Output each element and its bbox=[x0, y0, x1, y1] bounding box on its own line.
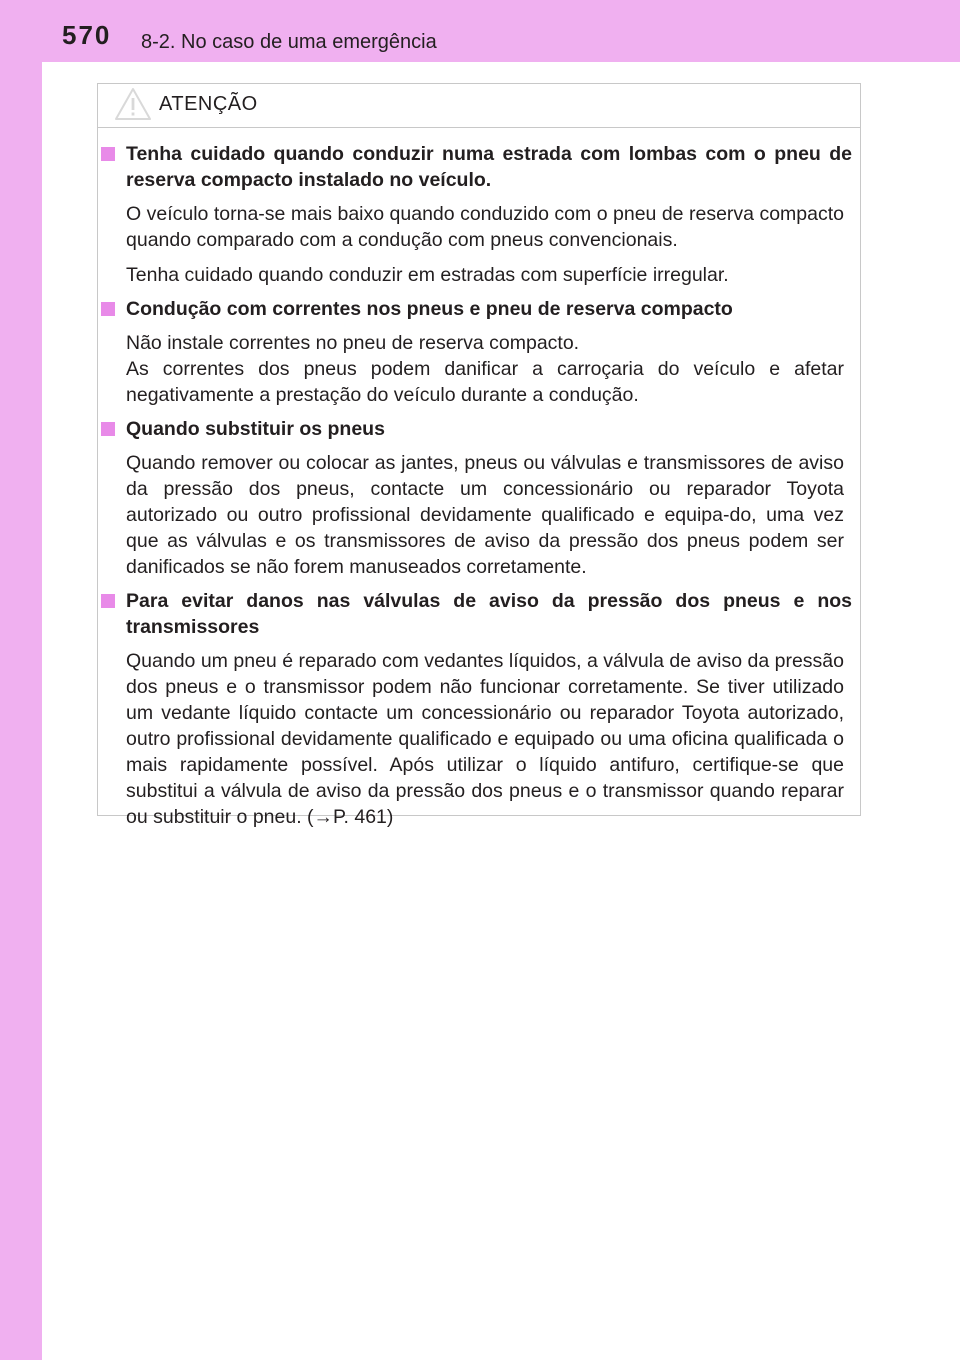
square-bullet-icon bbox=[101, 302, 115, 316]
caution-item bbox=[98, 588, 860, 830]
caution-item bbox=[98, 416, 860, 580]
item-heading bbox=[98, 296, 860, 322]
item-paragraph-line: Não instale correntes no pneu de reserva compacto. bbox=[126, 332, 580, 354]
item-paragraph bbox=[98, 330, 860, 408]
warning-triangle-icon bbox=[114, 87, 152, 121]
item-heading bbox=[98, 141, 860, 193]
caution-box bbox=[97, 83, 861, 828]
item-heading-text: Quando substituir os pneus bbox=[126, 418, 385, 440]
side-color-strip bbox=[0, 0, 42, 1360]
item-paragraph: Quando um pneu é reparado com vedantes líquidos, a válvula de aviso da pressão dos pneus e o transmissor podem não funcionar corretamente. Se tiver utilizado um vedante líquido contacte um concessionário ou reparador Toyota autorizado, outro profissional devidamente qualificado e equipado ou uma oficina qualificada o mais rapidamente possível. Após utilizar o líquido antifuro, certifique-se que substitui a válvula de aviso da pressão dos pneus e o transmissor quando reparar ou substituir o pneu. (→P. 461) bbox=[126, 650, 844, 828]
square-bullet-icon bbox=[101, 594, 115, 608]
item-paragraph-line: As correntes dos pneus podem danificar a carroçaria do veículo e afetar negativamente a prestação do veículo durante a condução. bbox=[126, 358, 844, 406]
item-paragraph: Quando remover ou colocar as jantes, pneus ou válvulas e transmissores de aviso da pressão dos pneus, contacte um concessionário ou reparador Toyota autorizado ou outro profissional devidamente qualificado e equipa-do, uma vez que as válvulas e os transmissores de aviso da pressão dos pneus podem ser danificados se não forem manuseados corretamente. bbox=[126, 452, 844, 578]
square-bullet-icon bbox=[101, 422, 115, 436]
caution-header bbox=[98, 84, 860, 128]
item-paragraph: Tenha cuidado quando conduzir em estradas com superfície irregular. bbox=[126, 264, 729, 286]
caution-body bbox=[98, 141, 860, 838]
item-heading bbox=[98, 588, 860, 640]
header-divider bbox=[42, 62, 960, 64]
page-number: 570 bbox=[62, 20, 112, 50]
caution-item bbox=[98, 296, 860, 408]
square-bullet-icon bbox=[101, 147, 115, 161]
item-heading-text: Para evitar danos nas válvulas de aviso da pressão dos pneus e nos transmissores bbox=[126, 590, 852, 638]
item-paragraph: O veículo torna-se mais baixo quando conduzido com o pneu de reserva compacto quando comparado com a condução com pneus convencionais. bbox=[126, 203, 844, 251]
caution-item bbox=[98, 141, 860, 288]
section-title: 8-2. No caso de uma emergência bbox=[141, 31, 437, 53]
item-heading bbox=[98, 416, 860, 442]
item-heading-text: Condução com correntes nos pneus e pneu de reserva compacto bbox=[126, 298, 733, 320]
item-heading-text: Tenha cuidado quando conduzir numa estrada com lombas com o pneu de reserva compacto instalado no veículo. bbox=[126, 143, 852, 191]
caution-title: ATENÇÃO bbox=[159, 93, 258, 115]
